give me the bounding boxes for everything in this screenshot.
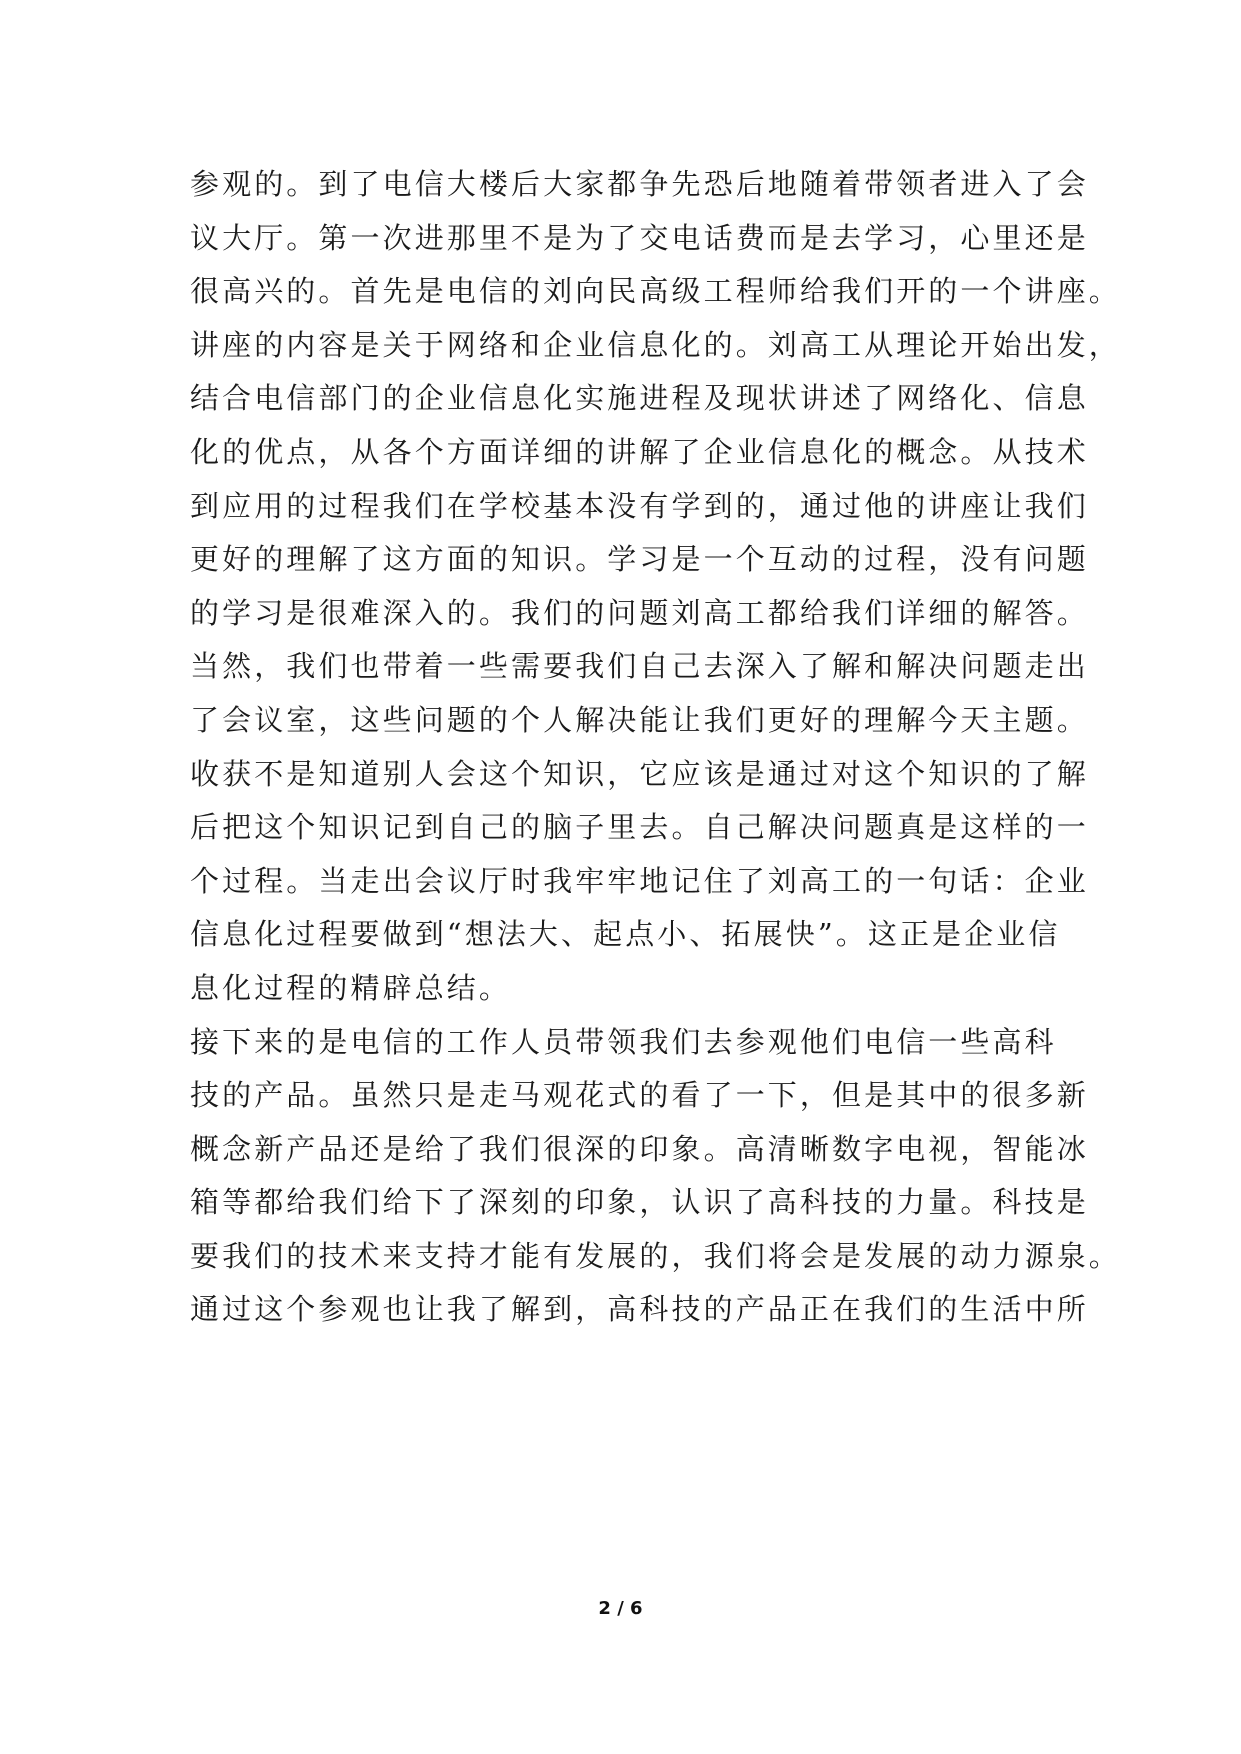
- text-line: 的学习是很难深入的。我们的问题刘高工都给我们详细的解答。: [190, 595, 1089, 630]
- body-text: [190, 158, 1121, 1337]
- text-line: 信息化过程要做到“想法大、起点小、拓展快”。这正是企业信: [190, 917, 1061, 952]
- text-line: 当然，我们也带着一些需要我们自己去深入了解和解决问题走出: [190, 649, 1089, 684]
- text-line: 箱等都给我们给下了深刻的印象，认识了高科技的力量。科技是: [190, 1185, 1089, 1220]
- text-line: 到应用的过程我们在学校基本没有学到的，通过他的讲座让我们: [190, 488, 1089, 523]
- page-number: 2 / 6: [598, 1598, 643, 1619]
- text-line: 讲座的内容是关于网络和企业信息化的。刘高工从理论开始出发，: [190, 327, 1121, 362]
- text-line: 很高兴的。首先是电信的刘向民高级工程师给我们开的一个讲座。: [190, 274, 1121, 309]
- text-line: 议大厅。第一次进那里不是为了交电话费而是去学习，心里还是: [190, 220, 1089, 255]
- text-line: 化的优点，从各个方面详细的讲解了企业信息化的概念。从技术: [190, 434, 1089, 469]
- text-line: 参观的。到了电信大楼后大家都争先恐后地随着带领者进入了会: [190, 167, 1089, 201]
- text-line: 概念新产品还是给了我们很深的印象。高清晰数字电视，智能冰: [190, 1131, 1089, 1166]
- text-line: 个过程。当走出会议厅时我牢牢地记住了刘高工的一句话：企业: [190, 863, 1089, 898]
- text-line: 息化过程的精辟总结。: [190, 970, 512, 1005]
- text-line: 通过这个参观也让我了解到，高科技的产品正在我们的生活中所: [190, 1292, 1089, 1327]
- text-line: 接下来的是电信的工作人员带领我们去参观他们电信一些高科: [190, 1024, 1057, 1059]
- text-line: 收获不是知道别人会这个知识，它应该是通过对这个知识的了解: [190, 756, 1089, 791]
- text-line: 结合电信部门的企业信息化实施进程及现状讲述了网络化、信息: [190, 381, 1089, 416]
- text-line: 了会议室，这些问题的个人解决能让我们更好的理解今天主题。: [190, 702, 1089, 737]
- text-line: 要我们的技术来支持才能有发展的，我们将会是发展的动力源泉。: [190, 1238, 1121, 1273]
- text-line: 后把这个知识记到自己的脑子里去。自己解决问题真是这样的一: [190, 810, 1089, 845]
- text-line: 更好的理解了这方面的知识。学习是一个互动的过程，没有问题: [190, 542, 1089, 577]
- text-line: 技的产品。虽然只是走马观花式的看了一下，但是其中的很多新: [190, 1078, 1089, 1113]
